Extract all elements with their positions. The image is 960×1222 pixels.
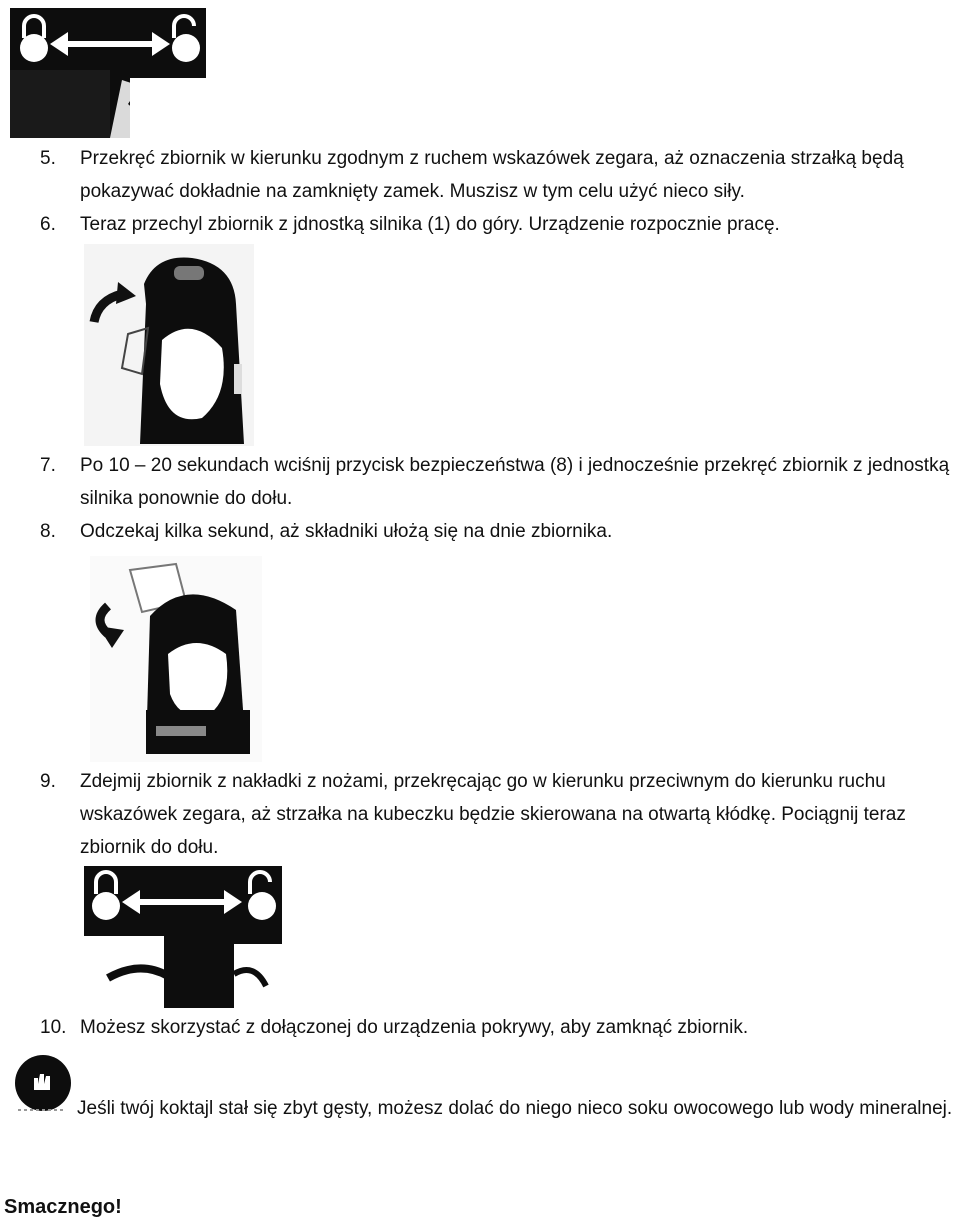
blender-tilt-down-figure xyxy=(90,556,262,762)
step-10 xyxy=(40,1011,955,1044)
step-number: 6. xyxy=(40,214,56,235)
step-text: Po 10 – 20 sekundach wciśnij przycisk bezpieczeństwa (8) i jednocześnie przekręć zbiornik z jednostką silnika ponownie do dołu. xyxy=(80,455,950,509)
step-number: 7. xyxy=(40,455,56,476)
step-9 xyxy=(40,765,955,864)
step-number: 5. xyxy=(40,148,56,169)
step-5 xyxy=(40,142,955,208)
step-text: Przekręć zbiornik w kierunku zgodnym z ruchem wskazówek zegara, aż oznaczenia strzałką będą pokazywać dokładnie na zamknięty zamek. Muszisz w tym celu użyć nieco siły. xyxy=(80,148,904,202)
lock-indicator-figure-bottom xyxy=(84,866,282,1008)
closing-text: Smacznego! xyxy=(4,1196,122,1218)
step-text: Odczekaj kilka sekund, aż składniki ułożą się na dnie zbiornika. xyxy=(80,521,613,542)
step-number: 8. xyxy=(40,521,56,542)
step-text: Zdejmij zbiornik z nakładki z nożami, przekręcając go w kierunku przeciwnym do kierunku ruchu wskazówek zegara, aż strzałka na kubeczku będzie skierowana na otwartą kłódkę. Pociągnij teraz zbiornik do dołu. xyxy=(80,771,906,858)
step-6 xyxy=(40,208,955,241)
blender-tilt-up-figure xyxy=(84,244,254,446)
step-number: 10. xyxy=(40,1017,67,1038)
step-number: 9. xyxy=(40,771,56,792)
step-7 xyxy=(40,449,955,515)
lock-indicator-figure-top xyxy=(10,8,206,138)
tip-text: Jeśli twój koktajl stał się zbyt gęsty, możesz dolać do niego nieco soku owocowego lub wody mineralnej. xyxy=(77,1098,953,1119)
step-text: Teraz przechyl zbiornik z jdnostką silnika (1) do góry. Urządzenie rozpocznie pracę. xyxy=(80,214,780,235)
step-text: Możesz skorzystać z dołączonej do urządzenia pokrywy, aby zamknąć zbiornik. xyxy=(80,1017,749,1038)
step-8 xyxy=(40,515,955,548)
